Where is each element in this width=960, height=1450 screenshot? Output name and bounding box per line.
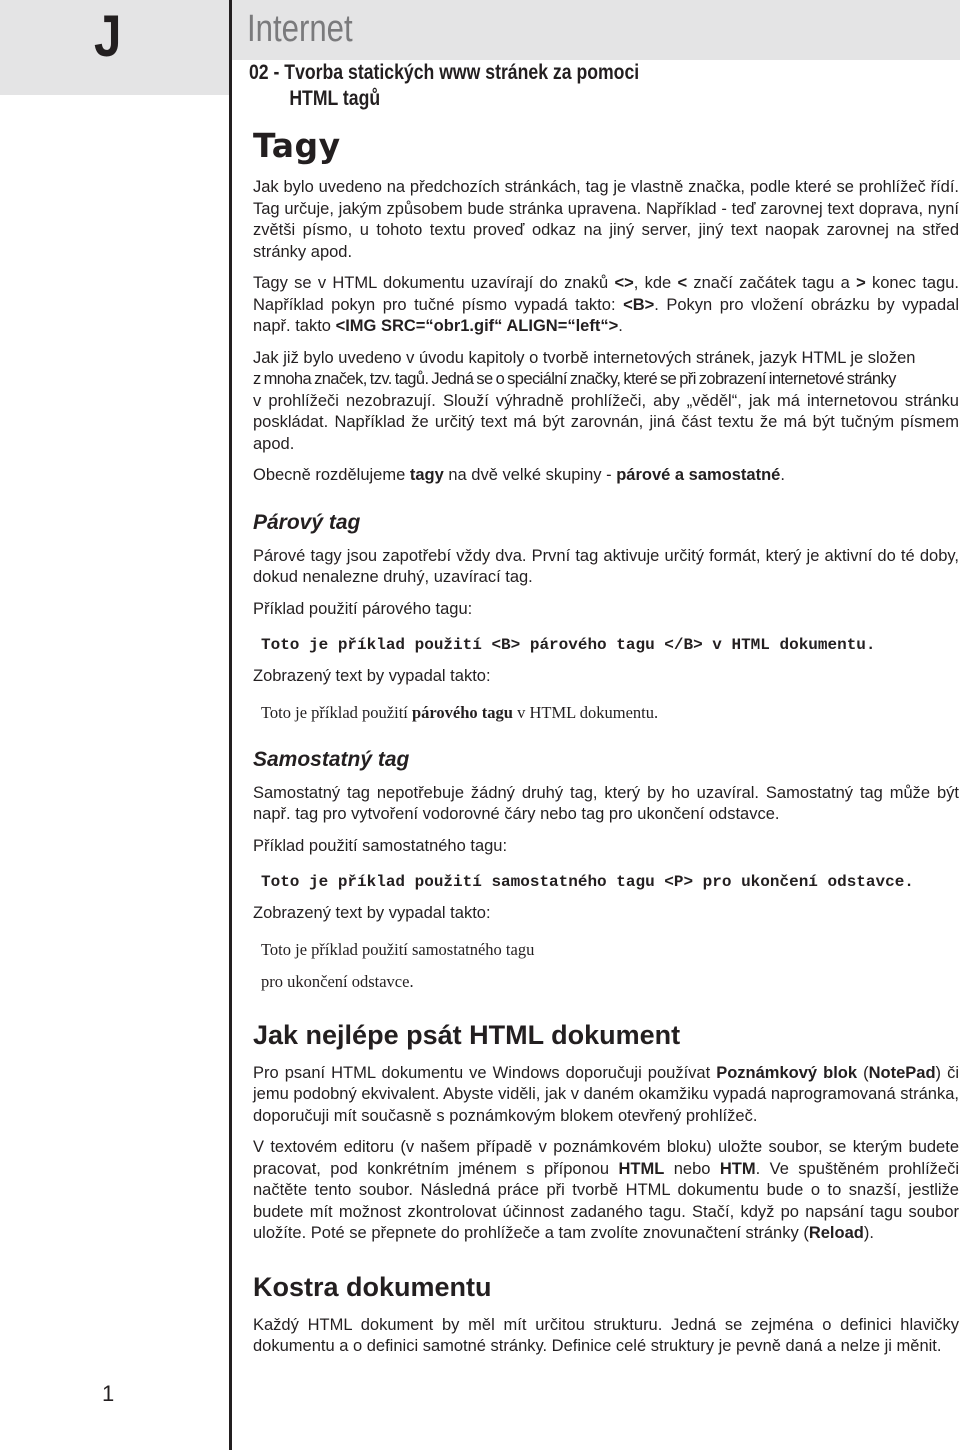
rendered-example: Toto je příklad použití párového tagu v HTML dokumentu. (261, 702, 659, 722)
paragraph: Jak již bylo uvedeno v úvodu kapitoly o tvorbě internetových stránek, jazyk HTML je složen z mnoha značek, tzv. tagů. Jedná se o speciální značky, které se při zobrazení internetové stránky v prohlížeči nezobrazují. Slouží výhradně prohlížeči, aby „věděl“, jak má internetovou stránku poskládat. Například že určitý text má být zarovnán, jiná část textu že má být tučným písmem apod. (253, 348, 959, 453)
chapter-tab (0, 0, 229, 95)
sidebar-divider (229, 0, 232, 1450)
result-label: Zobrazený text by vypadal takto: (253, 904, 491, 922)
result-label: Zobrazený text by vypadal takto: (253, 667, 491, 685)
paragraph: Párové tagy jsou zapotřebí vždy dva. První tag aktivuje určitý formát, který je aktivní do té doby, dokud nenalezne druhý, uzavírací tag. (253, 546, 959, 586)
paragraph: Každý HTML dokument by měl mít určitou strukturu. Jedná se zejména o definici hlavičky dokumentu a o definici samotné stránky. Definice celé struktury je pevně daná a nelze ji měnit. (253, 1315, 959, 1355)
paragraph: Obecně rozdělujeme tagy na dvě velké skupiny - párové a samostatné. (253, 466, 785, 484)
example-label: Příklad použití samostatného tagu: (253, 836, 508, 855)
lesson-title-line2: HTML tagů (289, 87, 381, 110)
section-heading-tagy: Tagy (253, 126, 341, 165)
paragraph: Tagy se v HTML dokumentu uzavírají do znaků <>, kde < značí začátek tagu a > konec tagu. Například pokyn pro tučné písmo vypadá takto: <B>. Pokyn pro vložení obrázku by vypadal např. takto <IMG SRC=“obr1.gif“ ALIGN=“left“>. (253, 274, 960, 335)
rendered-example-line1: Toto je příklad použití samostatného tagu (261, 939, 535, 959)
example-label: Příklad použití párového tagu: (253, 599, 473, 618)
rendered-example-line2: pro ukončení odstavce. (261, 971, 414, 991)
paragraph: Jak bylo uvedeno na předchozích stránkách, tag je vlastně značka, podle které se prohlížeč řídí. Tag určuje, jakým způsobem bude stránka upravena. Například - teď zarovnej text doprava, nyní zvětši písmo, u tohoto textu proveď odkaz na jiný server, jiný text naopak zarovnej na střed stránky apod. (253, 178, 959, 261)
code-example: Toto je příklad použití samostatného tagu <P> pro ukončení odstavce. (261, 873, 914, 891)
section-heading-jak: Jak nejlépe psát HTML dokument (253, 1019, 681, 1050)
paragraph: V textovém editoru (v našem případě v poznámkovém bloku) uložte soubor, se kterým budete pracovat, pod konkrétním jménem s příponou HTML nebo HTM. Ve spuštěném prohlížeči načtěte tento soubor. Následná práce při tvorbě HTML dokumentu bude o to snazší, jestliže budete mít možnost zkontrolovat účinnost zadaného tagu. Stačí, když po napsání tagu soubor uložíte. Poté se přepnete do prohlížeče a tam zvolíte znovunačtení stránky (Reload). (253, 1138, 960, 1242)
paragraph: Pro psaní HTML dokumentu ve Windows doporučuji používat Poznámkový blok (NotePad) či jemu podobný ekvivalent. Abyste viděli, jak v daném okamžiku vypadá naprogramovaná stránka, doporučuji mít současně s poznámkovým blokem otevřený prohlížeč. (253, 1063, 960, 1125)
paragraph: Samostatný tag nepotřebuje žádný druhý tag, který by ho uzavíral. Samostatný tag může být např. tag pro vytvoření vodorovné čáry nebo tag pro ukončení odstavce. (253, 783, 959, 823)
subheading-parovy-tag: Párový tag (253, 510, 361, 534)
main-content (253, 124, 959, 1368)
code-example: Toto je příklad použití <B> párového tagu </B> v HTML dokumentu. (261, 636, 876, 654)
section-heading-kostra: Kostra dokumentu (253, 1271, 492, 1302)
sidebar (0, 0, 229, 1450)
lesson-title-line1: 02 - Tvorba statických www stránek za pomoci (249, 61, 640, 84)
lesson-title (249, 60, 639, 112)
subheading-samostatny-tag: Samostatný tag (253, 747, 410, 771)
page-number: 1 (102, 1381, 115, 1406)
chapter-title: Internet (247, 8, 353, 50)
chapter-letter: J (94, 4, 122, 69)
